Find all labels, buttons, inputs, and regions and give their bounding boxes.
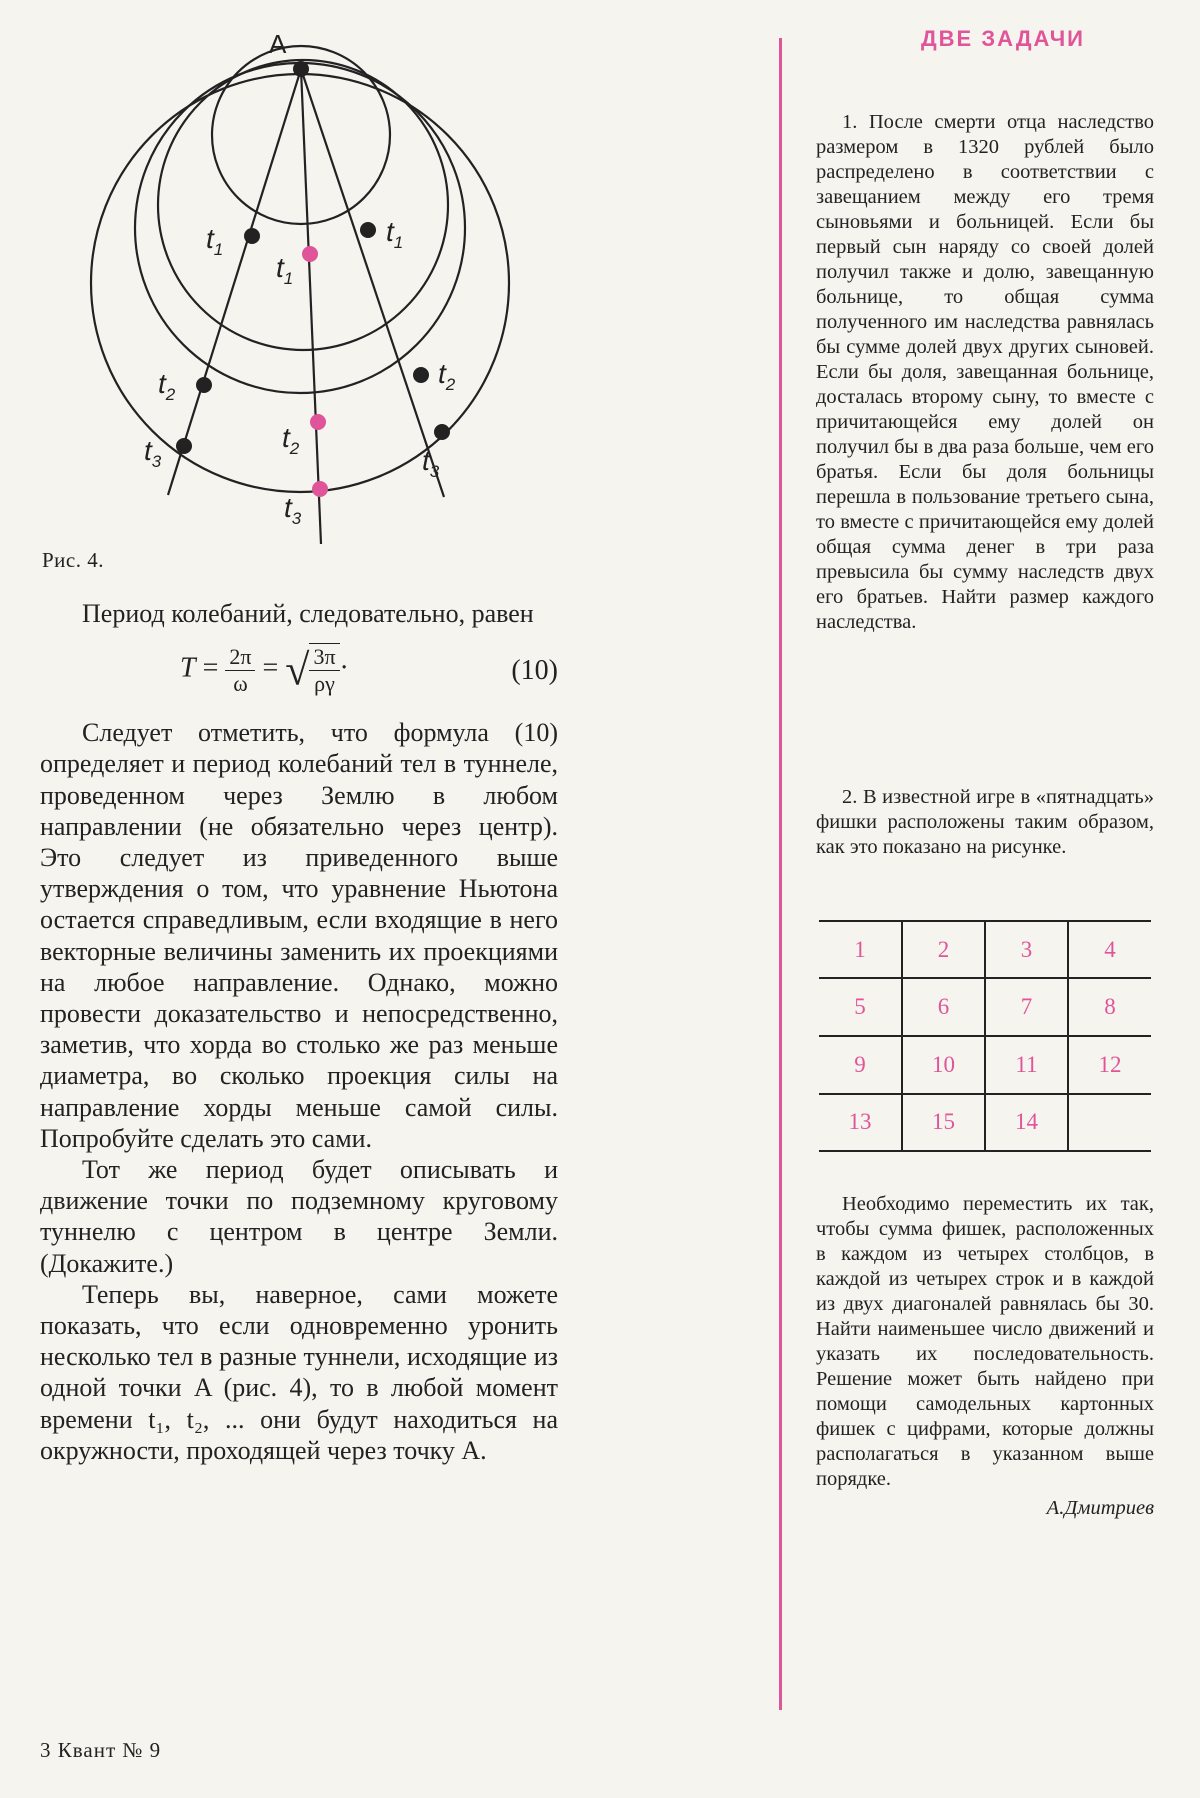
puzzle-cell: 1 xyxy=(819,922,902,978)
left-column xyxy=(40,598,558,1466)
puzzle-cell: 6 xyxy=(902,978,985,1036)
fraction-2-numerator: 3π xyxy=(309,644,339,671)
puzzle-grid xyxy=(819,922,1151,1150)
problem-1 xyxy=(816,110,1154,635)
puzzle-row xyxy=(819,1036,1151,1094)
puzzle-row xyxy=(819,978,1151,1036)
point-left-t3 xyxy=(176,438,192,454)
formula-dot: · xyxy=(339,652,349,684)
puzzle-cell: 13 xyxy=(819,1094,902,1150)
formula-eq2: = xyxy=(262,652,279,684)
formula-number: (10) xyxy=(511,655,558,687)
left-paragraph-2: Следует отметить, что формула (10) определяет и период колебаний тел в туннеле, проведенном через Землю в любом направлении (не обязательно через центр). Это следует из приведенного выше утверждения о том, что уравнение Ньютона остается справедливым, если входящие в него векторные величины заменить их проекциями на любое направление. Однако, можно провести доказательство и непосредственно, заметив, что хорда во столько же раз меньше диаметра, во сколько проекция силы на направление хорды меньше самой силы. Попробуйте сделать это сами. xyxy=(40,718,558,1153)
puzzle-row xyxy=(819,1094,1151,1150)
label-a: A xyxy=(269,29,287,59)
point-right-t1 xyxy=(360,222,376,238)
label-right-t1: $t_1$ xyxy=(386,216,404,252)
point-center-t1 xyxy=(302,246,318,262)
right-title: ДВЕ ЗАДАЧИ xyxy=(921,26,1085,51)
label-left-t3: $t_3$ xyxy=(144,435,162,471)
problem-2-instructions: Необходимо переместить их так, чтобы сумма фишек, расположенных в каждом из четырех столбцов, в каждой из четырех строк и в каждой из двух диагоналей равнялась бы 30. Найти наименьшее число движений и указать их последовательность. Решение может быть найдено при помощи самодельных картонных фишек с цифрами, которые должны располагаться в указанном выше порядке. xyxy=(816,1193,1154,1490)
point-left-t1 xyxy=(244,228,260,244)
author-signature: А.Дмитриев xyxy=(1046,1497,1154,1519)
fifteen-puzzle xyxy=(819,920,1151,1152)
page-footer: 3 Квант № 9 xyxy=(40,1738,162,1762)
puzzle-cell: 9 xyxy=(819,1036,902,1094)
puzzle-cell-empty xyxy=(1068,1094,1151,1150)
fraction-1-denominator: ω xyxy=(233,670,248,696)
formula-10 xyxy=(40,635,558,709)
figure-caption: Рис. 4. xyxy=(42,548,104,572)
formula-eq1: = xyxy=(202,652,219,684)
puzzle-row xyxy=(819,922,1151,978)
problem-2-text: 2. В известной игре в «пятнадцать» фишки расположены таким образом, как это показано на рисунке. xyxy=(816,786,1154,858)
label-left-t2: $t_2$ xyxy=(158,368,176,404)
column-divider xyxy=(779,38,782,1710)
problem-2-continued xyxy=(816,1192,1154,1521)
left-paragraph-4: Теперь вы, наверное, сами можете показать, что если одновременно уронить несколько тел в разные туннели, исходящие из одной точки A (рис. 4), то в любой момент времени t₁, t₂, ... они будут находиться на окружности, проходящей через точку A. xyxy=(40,1279,558,1465)
point-center-t3 xyxy=(312,481,328,497)
puzzle-cell: 14 xyxy=(985,1094,1068,1150)
problem-2 xyxy=(816,785,1154,860)
tunnels-figure xyxy=(70,25,570,545)
puzzle-cell: 11 xyxy=(985,1036,1068,1094)
formula-expression xyxy=(180,643,349,697)
puzzle-cell: 8 xyxy=(1068,978,1151,1036)
puzzle-cell: 12 xyxy=(1068,1036,1151,1094)
formula-lhs: T xyxy=(180,652,196,684)
puzzle-cell: 2 xyxy=(902,922,985,978)
label-left-t1: $t_1$ xyxy=(206,223,224,259)
left-paragraph-1: Период колебаний, следовательно, равен xyxy=(82,599,534,628)
puzzle-cell: 15 xyxy=(902,1094,985,1150)
fraction-2-denominator: ργ xyxy=(314,671,335,697)
left-paragraph-3: Тот же период будет описывать и движение точки по подземному круговому туннелю с центром в центре Земли. (Докажите.) xyxy=(40,1155,558,1278)
label-center-t2: $t_2$ xyxy=(282,422,300,458)
tunnel-center xyxy=(301,69,321,544)
formula-fraction-2 xyxy=(309,643,339,697)
point-center-t2 xyxy=(310,414,326,430)
point-right-t2 xyxy=(413,367,429,383)
problem-1-text: 1. После смерти отца наследство размером в 1320 рублей было распределено в соответствии с завещанием между его тремя сыновьями и больницей. Если бы первый сын наряду со своей долей получил также и долю, завещанную больнице, то общая сумма полученного им наследства равнялась бы сумме долей двух других сыновей. Если бы доля, завещанная больнице, досталась второму сыну, то вместе с причитающейся ему долей он получил бы в два раза больше, чем его братья. Если бы доля больницы перешла в пользование третьего сына, то вместе с причитающейся ему долей общая сумма денег в три раза превысила бы сумму наследств двух его братьев. Найти размер каждого наследства. xyxy=(816,111,1154,633)
point-a xyxy=(293,61,309,77)
puzzle-cell: 3 xyxy=(985,922,1068,978)
tunnel-right xyxy=(301,69,444,497)
label-center-t3: $t_3$ xyxy=(284,492,302,528)
fraction-1-numerator: 2π xyxy=(225,644,255,671)
puzzle-cell: 10 xyxy=(902,1036,985,1094)
puzzle-cell: 7 xyxy=(985,978,1068,1036)
puzzle-cell: 5 xyxy=(819,978,902,1036)
puzzle-cell: 4 xyxy=(1068,922,1151,978)
label-right-t3: $t_3$ xyxy=(422,445,440,481)
label-right-t2: $t_2$ xyxy=(438,358,456,394)
point-left-t2 xyxy=(196,377,212,393)
formula-fraction-1 xyxy=(225,644,255,697)
point-right-t3 xyxy=(434,424,450,440)
label-center-t1: $t_1$ xyxy=(276,252,294,288)
root-sign: √ xyxy=(285,645,310,695)
figure-points xyxy=(176,61,450,497)
